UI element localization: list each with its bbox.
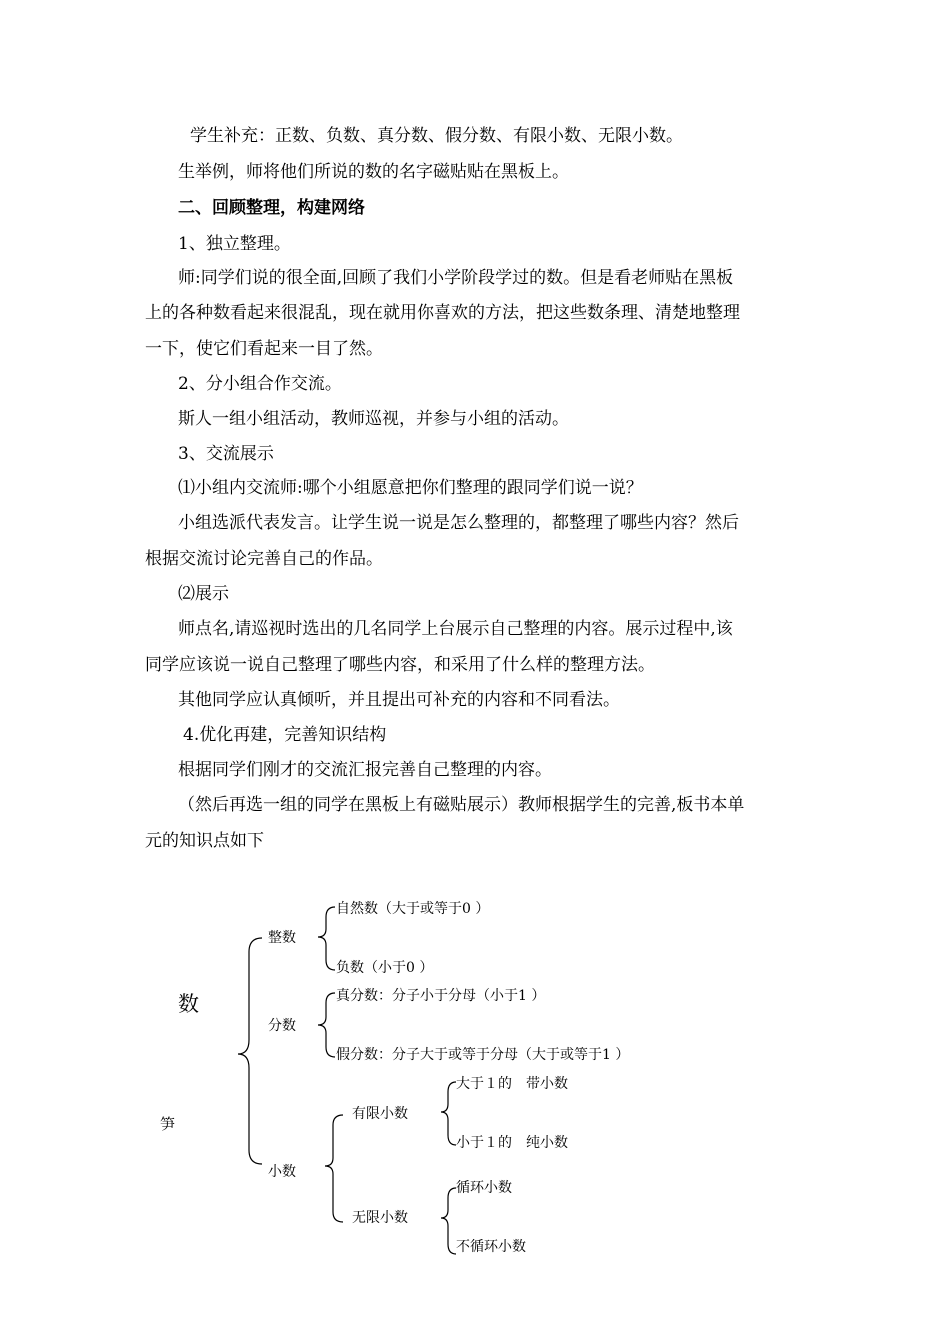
decimal-label: 小数 [268, 1164, 296, 1180]
improper-fraction-label: 假分数：分子大于或等于分母（大于或等于1 ） [336, 1047, 630, 1063]
step-4: 4.优化再建，完善知识结构 [183, 725, 387, 745]
repeating-decimal-label: 循环小数 [456, 1180, 512, 1196]
substep-show: ⑵展示 [178, 584, 229, 604]
natural-number-label: 自然数（大于或等于0 ） [336, 901, 490, 917]
paragraph-examples: 生举例，师将他们所说的数的名字磁贴贴在黑板上。 [178, 162, 569, 182]
paragraph-board-line2: 元的知识点如下 [145, 831, 264, 851]
paragraph-teacher-line1: 师:同学们说的很全面,回顾了我们小学阶段学过的数。但是看老师贴在黑板 [178, 268, 734, 288]
brace-decimal [325, 1115, 343, 1222]
integer-label: 整数 [268, 930, 296, 946]
finite-decimal-label: 有限小数 [352, 1106, 408, 1122]
paragraph-supplement: 学生补充：正数、负数、真分数、假分数、有限小数、无限小数。 [190, 126, 683, 146]
negative-number-label: 负数（小于0 ） [336, 960, 434, 976]
step-2: 2、分小组合作交流。 [178, 374, 342, 394]
paragraph-group-activity: 斯人一组小组活动，教师巡视，并参与小组的活动。 [178, 409, 569, 429]
step-1: 1、独立整理。 [178, 234, 291, 254]
paragraph-teacher-line2: 上的各种数看起来很混乱，现在就用你喜欢的方法，把这些数条理、清楚地整理 [145, 303, 740, 323]
stray-mark: 笋 [160, 1115, 176, 1133]
fraction-label: 分数 [268, 1018, 296, 1034]
paragraph-board-line1: （然后再选一组的同学在黑板上有磁贴展示）教师根据学生的完善,板书本单 [178, 795, 745, 815]
paragraph-listen: 其他同学应认真倾听，并且提出可补充的内容和不同看法。 [178, 690, 620, 710]
paragraph-representative-line1: 小组选派代表发言。让学生说一说是怎么整理的，都整理了哪些内容？然后 [178, 513, 739, 533]
less-than-one-label: 小于１的 纯小数 [456, 1135, 568, 1151]
brace-fraction [318, 993, 335, 1057]
proper-fraction-label: 真分数：分子小于分母（小于1 ） [336, 988, 546, 1004]
paragraph-teacher-line3: 一下，使它们看起来一目了然。 [145, 339, 383, 359]
paragraph-representative-line2: 根据交流讨论完善自己的作品。 [145, 549, 383, 569]
paragraph-show-line1: 师点名,请巡视时选出的几名同学上台展示自己整理的内容。展示过程中,该 [178, 619, 733, 639]
greater-than-one-label: 大于１的 带小数 [456, 1076, 568, 1092]
paragraph-improve: 根据同学们刚才的交流汇报完善自己整理的内容。 [178, 760, 552, 780]
brace-finite [441, 1082, 456, 1145]
section-heading: 二、回顾整理，构建网络 [178, 198, 365, 218]
brace-integer [318, 907, 335, 970]
brace-root [238, 938, 262, 1164]
infinite-decimal-label: 无限小数 [352, 1210, 408, 1226]
root-label: 数 [178, 992, 199, 1016]
paragraph-show-line2: 同学应该说一说自己整理了哪些内容，和采用了什么样的整理方法。 [145, 655, 655, 675]
step-3: 3、交流展示 [178, 444, 274, 464]
brace-infinite [441, 1188, 456, 1254]
paragraph-group-exchange: ⑴小组内交流师:哪个小组愿意把你们整理的跟同学们说一说？ [178, 478, 643, 498]
non-repeating-decimal-label: 不循环小数 [456, 1239, 526, 1255]
